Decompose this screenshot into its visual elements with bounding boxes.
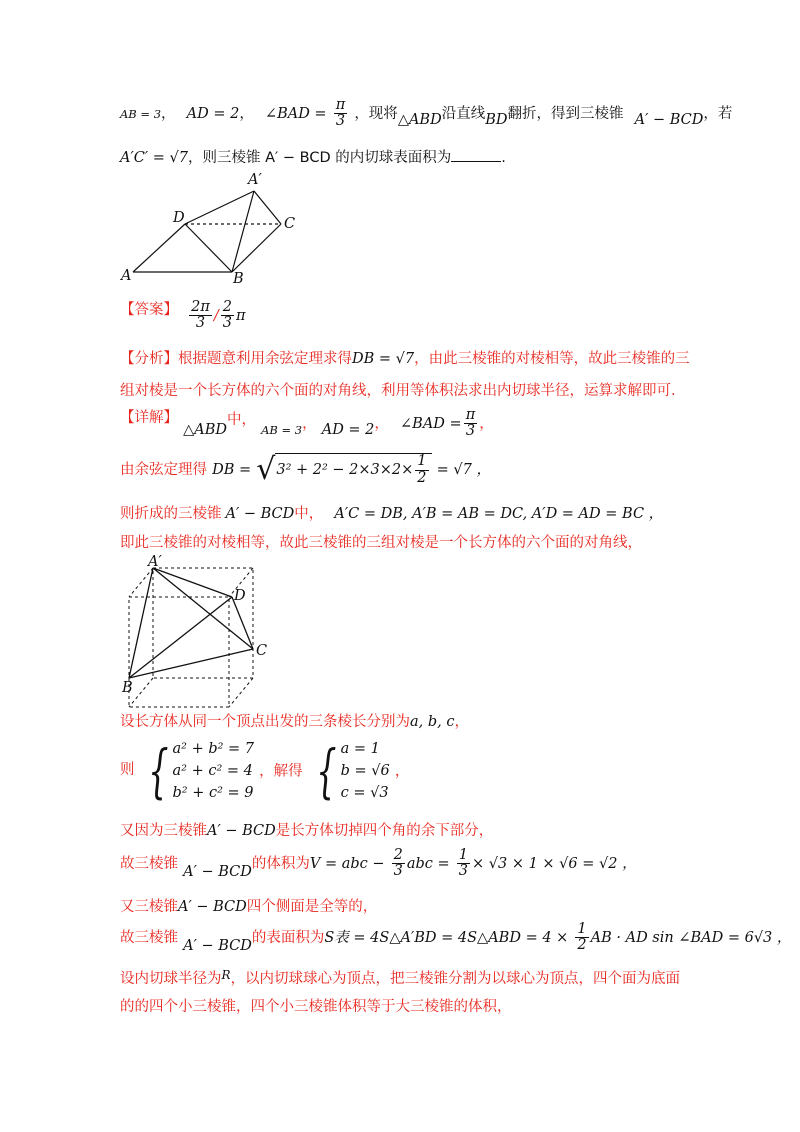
triangle-abd: △ABD (397, 112, 442, 129)
line-bd: BD (485, 112, 508, 129)
solve-area-line: 故三棱锥 A′ − BCD的表面积为S表 = 4S△A′BD = 4S△ABD = 4 × $\frac{1}{2}$ AB · AD sin ∠BAD = 6√3 ， (120, 921, 792, 955)
problem-line-2: A′C′ = √7，则三棱锥 A′ − BCD 的内切球表面积为 . (120, 150, 506, 166)
detail-opp-line: 即此三棱锥的对棱相等，故此三棱锥的三组对棱是一个长方体的六个面的对角线， (120, 535, 642, 551)
analysis-line-1: 【分析】根据题意利用余弦定理求得DB = √7，由此三棱锥的对棱相等，故此三棱锥的三 (120, 351, 690, 367)
cond-ab: AB = 3 (120, 107, 162, 122)
fig2-label-b: B (122, 680, 133, 696)
solve-cut-line: 又因为三棱锥A′ − BCD是长方体切掉四个角的余下部分， (120, 823, 494, 839)
cond-ad: AD = 2 (186, 106, 240, 123)
answer-tag: 【答案】 (120, 302, 178, 319)
analysis-line-2: 组对棱是一个长方体的六个面的对角线，利用等体积法求出内切球半径，运算求解即可. (120, 383, 676, 399)
answer-line: 【答案】 $\frac{2\pi}{3}$ / $\frac{2}{3}$ π (120, 299, 246, 332)
solve-edges-line: 设长方体从同一个顶点出发的三条棱长分别为a, b, c， (120, 714, 469, 730)
solve-side-line: 又三棱锥A′ − BCD四个侧面是全等的， (120, 899, 378, 915)
equation-system-1: { a² + b² = 7 a² + c² = 4 b² + c² = 9 (147, 737, 255, 805)
solve-volume-line: 故三棱锥 A′ − BCD的体积为V = abc − $\frac{2}{3}$ abc = $\frac{1}{3}$ × √3 × 1 × √6 = √2 ， (120, 847, 637, 881)
problem-line-1: AB = 3， AD = 2， ∠BAD = $\frac{\pi}{3}$ ，现将△ABD沿直线BD翻折，得到三棱锥 A′ − BCD，若 (120, 97, 733, 130)
answer-blank (451, 149, 501, 162)
cond-ac: A′C′ = √7 (120, 150, 188, 166)
answer-value-2: $\frac{2}{3}$ (222, 299, 232, 332)
answer-value-1: $\frac{2\pi}{3}$ (191, 299, 210, 332)
solve-radius-line-2: 的的四个小三棱锥，四个小三棱锥体积等于大三棱锥的体积， (120, 999, 512, 1015)
solve-system-line: 则 { a² + b² = 7 a² + c² = 4 b² + c² = 9 ，解得 { a = 1 b = √6 c = √3 ， (120, 737, 410, 805)
detail-tag: 【详解】 (120, 410, 178, 427)
detail-fold-line: 则折成的三棱锥 A′ − BCD中， A′C = DB, A′B = AB = DC, A′D = AD = BC ， (120, 506, 664, 522)
fig1-label-c: C (284, 216, 296, 232)
detail-cos-line: 由余弦定理得 DB = √ 3² + 2² − 2×3×2× $\frac{1}{2}$ = √7 ， (120, 452, 491, 487)
analysis-tag: 【分析】 (120, 351, 178, 367)
fig2-label-a1: A′ (148, 554, 162, 570)
fig1-label-b: B (233, 271, 244, 287)
angle-bad: ∠BAD = (264, 106, 327, 123)
detail-line-1: 【详解】 △ABD中， $_{AB = 3}$， AD = 2， ∠BAD = $\frac{\pi}{3}$ ， (120, 407, 494, 440)
fig1-label-a: A (121, 268, 132, 284)
angle-fraction: $\frac{\pi}{3}$ (335, 97, 346, 130)
equation-system-2: { a = 1 b = √6 c = √3 (316, 737, 390, 805)
question-text: ，则三棱锥 A′ − BCD 的内切球表面积为 (187, 150, 452, 166)
pyramid-name: A′ − BCD (634, 112, 704, 129)
fig1-label-a1: A′ (248, 172, 262, 188)
solve-radius-line-1: 设内切球半径为$^R$，以内切球球心为顶点，把三棱锥分割为以球心为顶点，四个面为底面 (120, 968, 681, 987)
fig1-label-d: D (173, 210, 185, 226)
fig2-label-c: C (256, 643, 268, 659)
fig2-label-d: D (234, 588, 246, 604)
